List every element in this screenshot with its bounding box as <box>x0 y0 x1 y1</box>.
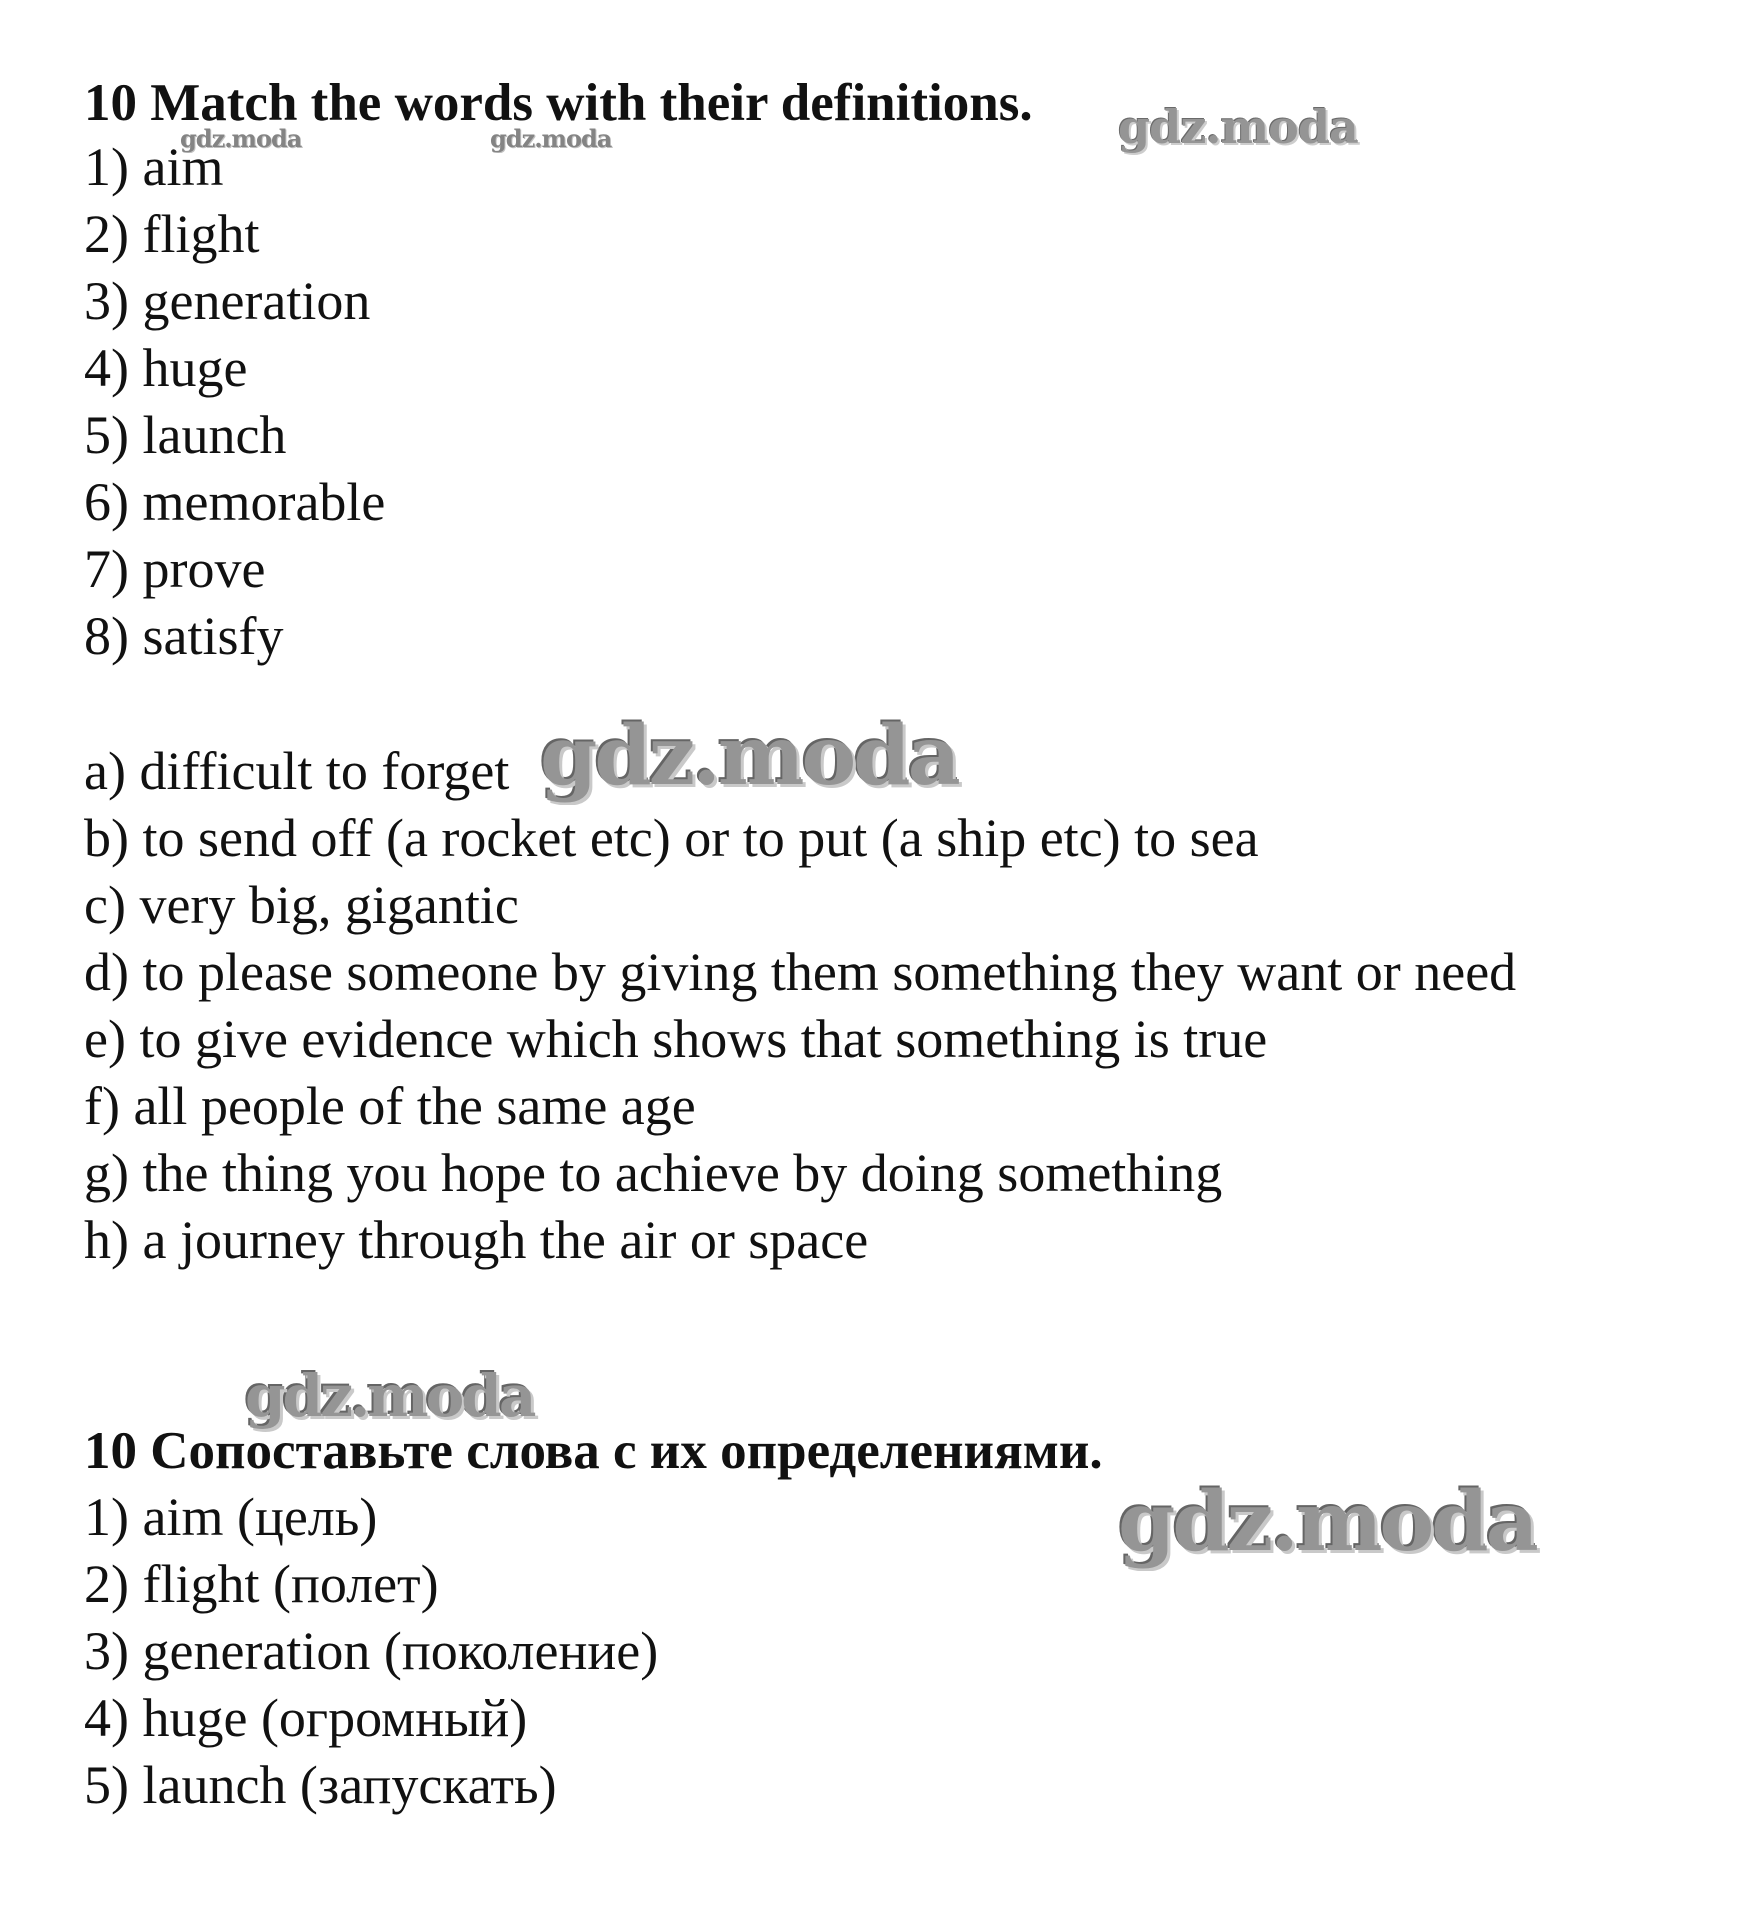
definition-item: d) to please someone by giving them something they want or need <box>84 942 1517 1002</box>
watermark: gdz.moda <box>540 708 958 804</box>
word-item: 4) huge <box>84 338 248 398</box>
word-item: 7) prove <box>84 539 266 599</box>
word-item: 5) launch <box>84 405 287 465</box>
definition-item: f) all people of the same age <box>84 1076 696 1136</box>
word-item: 8) satisfy <box>84 606 284 666</box>
word-item-ru: 2) flight (полет) <box>84 1554 439 1614</box>
word-item: 1) aim <box>84 137 224 197</box>
word-item-ru: 1) aim (цель) <box>84 1487 378 1547</box>
watermark: gdz.moda <box>180 124 302 153</box>
heading-ru: 10 Сопоставьте слова с их определениями. <box>84 1422 1103 1480</box>
word-item-ru: 3) generation (поколение) <box>84 1621 659 1681</box>
definition-item: h) a journey through the air or space <box>84 1210 869 1270</box>
definition-item: a) difficult to forget <box>84 741 510 801</box>
word-item: 3) generation <box>84 271 371 331</box>
watermark: gdz.moda <box>490 124 612 153</box>
definition-item: e) to give evidence which shows that something is true <box>84 1009 1268 1069</box>
word-item-ru: 5) launch (запускать) <box>84 1755 557 1815</box>
word-item: 6) memorable <box>84 472 386 532</box>
watermark: gdz.moda <box>245 1362 534 1430</box>
definition-item: b) to send off (a rocket etc) or to put (a ship etc) to sea <box>84 808 1259 868</box>
definition-item: g) the thing you hope to achieve by doing something <box>84 1143 1223 1203</box>
word-item-ru: 4) huge (огромный) <box>84 1688 528 1748</box>
watermark: gdz.moda <box>1118 1474 1536 1570</box>
heading-en: 10 Match the words with their definitions. <box>84 74 1033 132</box>
word-item: 2) flight <box>84 204 260 264</box>
watermark: gdz.moda <box>1118 100 1358 154</box>
definition-item: c) very big, gigantic <box>84 875 519 935</box>
